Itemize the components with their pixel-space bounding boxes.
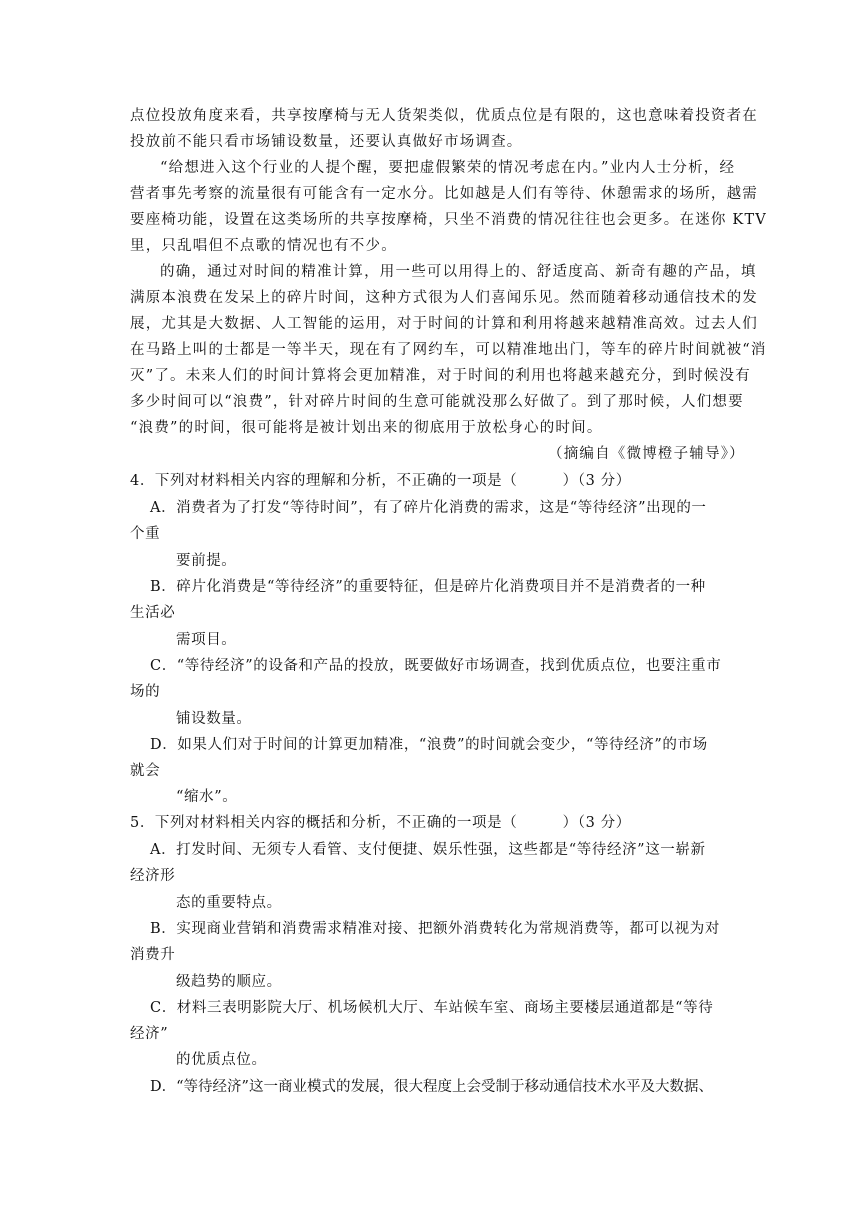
- q5-option-a: A．打发时间、无须专人看管、支付便捷、娱乐性强，这些都是“等待经济”这一崭新: [150, 842, 706, 858]
- q4-option-c: 场的: [130, 684, 161, 700]
- passage-line: “给想进入这个行业的人提个醒，要把虚假繁荣的情况考虑在内。”业内人士分析，经: [160, 160, 736, 176]
- q4-option-d: D．如果人们对于时间的计算更加精准，“浪费”的时间就会变少，“等待经济”的市场: [150, 737, 708, 753]
- q5-option-b: B．实现商业营销和消费需求精准对接、把额外消费转化为常规消费等，都可以视为对: [150, 921, 720, 937]
- passage-line: 灭”了。未来人们的时间计算将会更加精准，对于时间的利用也将越来越充分，到时候没有: [130, 368, 751, 384]
- passage-line: 的确，通过对时间的精准计算，用一些可以用得上的、舒适度高、新奇有趣的产品，填: [160, 264, 757, 280]
- passage-line: 多少时间可以“浪费”，针对碎片时间的生意可能就没那么好做了。到了那时候，人们想要: [130, 394, 744, 410]
- passage-line: 要座椅功能，设置在这类场所的共享按摩椅，只坐不消费的情况往往也会更多。在迷你 KTV: [130, 212, 767, 228]
- question-5-stem: 5．下列对材料相关内容的概括和分析，不正确的一项是（ ）（3 分）: [130, 815, 631, 831]
- passage-line: 营者事先考察的流量很有可能含有一定水分。比如越是人们有等待、休憩需求的场所，越需: [130, 186, 758, 202]
- q5-option-d: D．“等待经济”这一商业模式的发展，很大程度上会受制于移动通信技术水平及大数据、: [150, 1079, 713, 1095]
- q4-option-a: 要前提。: [176, 553, 237, 569]
- q4-option-a: 个重: [130, 526, 161, 542]
- q5-option-b: 级趋势的顺应。: [176, 974, 282, 990]
- q4-option-c: 铺设数量。: [176, 711, 252, 727]
- q4-option-d: 就会: [130, 763, 161, 779]
- q5-option-c: C．材料三表明影院大厅、机场候机大厅、车站候车室、商场主要楼层通道都是“等待: [150, 1000, 714, 1016]
- question-4-stem: 4．下列对材料相关内容的理解和分析，不正确的一项是（ ）（3 分）: [130, 473, 631, 489]
- q4-option-b: 生活必: [130, 605, 176, 621]
- passage-line: 投放前不能只看市场铺设数量，还要认真做好市场调查。: [130, 134, 523, 150]
- q4-option-c: C．“等待经济”的设备和产品的投放，既要做好市场调查，找到优质点位，也要注重市: [150, 658, 722, 674]
- passage-line: 点位投放角度来看，共享按摩椅与无人货架类似，优质点位是有限的，这也意味着投资者在: [130, 108, 758, 124]
- passage-line: 在马路上叫的士都是一等半天，现在有了网约车，可以精准地出门，等车的碎片时间就被“消: [130, 342, 767, 358]
- q5-option-a: 态的重要特点。: [176, 895, 282, 911]
- q4-option-b: B．碎片化消费是“等待经济”的重要特征，但是碎片化消费项目并不是消费者的一种: [150, 579, 706, 595]
- q4-option-a: A．消费者为了打发“等待时间”，有了碎片化消费的需求，这是“等待经济”出现的一: [150, 500, 707, 516]
- q4-option-d: “缩水”。: [176, 789, 238, 805]
- passage-line: 满原本浪费在发呆上的碎片时间，这种方式很为人们喜闻乐见。然而随着移动通信技术的发: [130, 290, 758, 306]
- passage-line: 里，只乱唱但不点歌的情况也有不少。: [130, 238, 397, 254]
- passage-line: “浪费”的时间，很可能将是被计划出来的彻底用于放松身心的时间。: [130, 420, 603, 436]
- q5-option-a: 经济形: [130, 868, 176, 884]
- q4-option-b: 需项目。: [176, 632, 237, 648]
- source-citation: （摘编自《微博橙子辅导》）: [548, 446, 745, 462]
- q5-option-c: 经济”: [130, 1026, 169, 1042]
- q5-option-c: 的优质点位。: [176, 1052, 267, 1068]
- passage-line: 展，尤其是大数据、人工智能的运用，对于时间的计算和利用将越来越精准高效。过去人们: [130, 316, 758, 332]
- q5-option-b: 消费升: [130, 947, 176, 963]
